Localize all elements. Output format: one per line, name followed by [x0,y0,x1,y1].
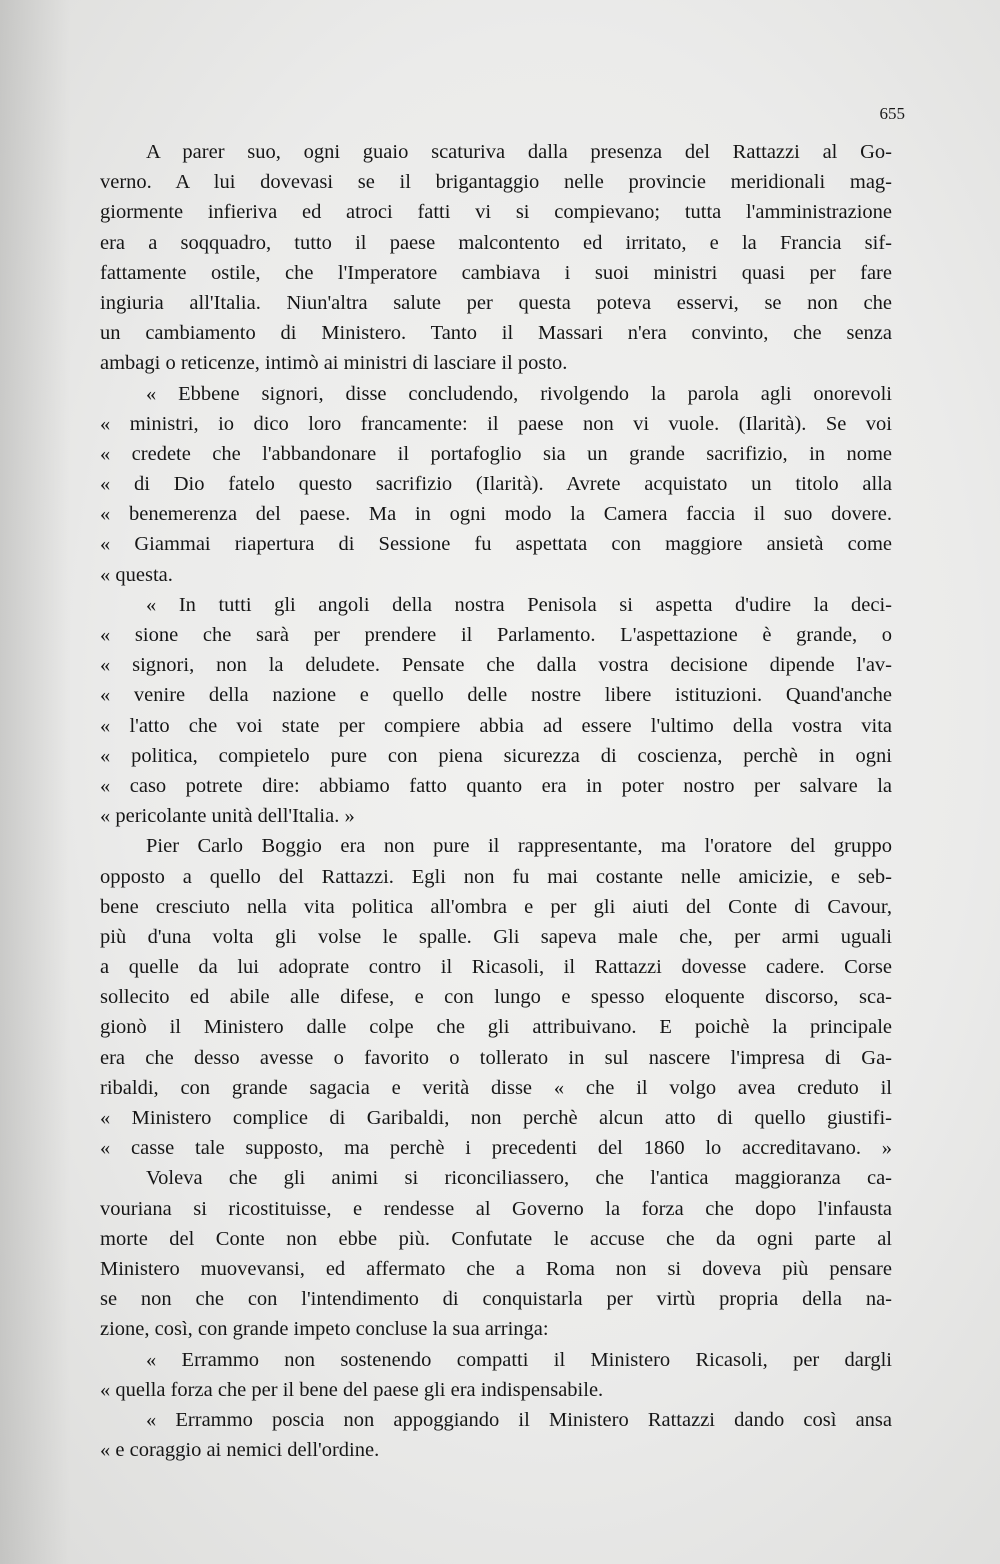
text-line: vouriana si ricostituisse, e rendesse al Governo la forza che dopo l'infausta [100,1197,892,1220]
text-line: zione, così, con grande impeto concluse la sua arringa: [100,1318,549,1341]
text-line: Voleva che gli animi si riconciliassero, che l'antica maggioranza ca- [146,1167,892,1190]
text-line: giormente infieriva ed atroci fatti vi si compievano; tutta l'amministrazione [100,201,892,224]
text-line: « sione che sarà per prendere il Parlamento. L'aspettazione è grande, o [100,624,892,646]
text-line: ingiuria all'Italia. Niun'altra salute per questa poteva esservi, se non che [100,291,892,314]
text-line: « casse tale supposto, ma perchè i precedenti del 1860 lo accreditavano. » [100,1137,892,1160]
text-line: ambagi o reticenze, intimò ai ministri di lasciare il posto. [100,352,568,375]
text-line: verno. A lui dovevasi se il brigantaggio nelle provincie meridionali mag- [100,171,892,194]
text-line: un cambiamento di Ministero. Tanto il Massari n'era convinto, che senza [100,322,892,345]
text-line: « caso potrete dire: abbiamo fatto quanto era in poter nostro per salvare la [100,774,892,797]
text-line: bene cresciuto nella vita politica all'ombra e per gli aiuti del Conte di Cavour, [100,895,892,918]
text-line: « Errammo poscia non appoggiando il Ministero Rattazzi dando così ansa [146,1408,892,1431]
gutter-shadow [0,0,70,1564]
text-line: « signori, non la deludete. Pensate che dalla vostra decisione dipende l'av- [100,654,892,677]
text-line: era che desso avesse o favorito o tollerato in sul nascere l'impresa di Ga- [100,1046,892,1069]
text-line: « pericolante unità dell'Italia. » [100,805,355,828]
text-line: « Ministero complice di Garibaldi, non perchè alcun atto di quello giustifi- [100,1107,892,1129]
text-line: a quelle da lui adoprate contro il Ricasoli, il Rattazzi dovesse cadere. Corse [100,956,892,979]
text-line: « benemerenza del paese. Ma in ogni modo la Camera faccia il suo dovere. [100,503,892,526]
text-line: gionò il Ministero dalle colpe che gli attribuivano. E poichè la principale [100,1016,892,1039]
text-line: opposto a quello del Rattazzi. Egli non fu mai costante nelle amicizie, e seb- [100,865,892,888]
text-line: sollecito ed abile alle difese, e con lungo e spesso eloquente discorso, sca- [100,986,892,1009]
text-line: « l'atto che voi state per compiere abbia ad essere l'ultimo della vostra vita [100,714,892,737]
page-number: 655 [879,104,905,123]
text-line: se non che con l'intendimento di conquistarla per virtù propria della na- [100,1288,892,1311]
text-line: fattamente ostile, che l'Imperatore cambiava i suoi ministri quasi per fare [100,261,892,284]
text-line: « Errammo non sostenendo compatti il Ministero Ricasoli, per dargli [146,1348,892,1371]
text-line: « politica, compietelo pure con piena sicurezza di coscienza, perchè in ogni [100,744,892,767]
text-line: « e coraggio ai nemici dell'ordine. [100,1439,380,1462]
text-line: ribaldi, con grande sagacia e verità disse « che il volgo avea creduto il [100,1076,892,1099]
text-line: « quella forza che per il bene del paese gli era indispensabile. [100,1378,604,1401]
text-line: morte del Conte non ebbe più. Confutate le accuse che da ogni parte al [100,1227,892,1250]
text-line: Ministero muovevansi, ed affermato che a Roma non si doveva più pensare [100,1257,892,1280]
body-text [100,137,892,1465]
text-line: « In tutti gli angoli della nostra Penisola si aspetta d'udire la deci- [146,593,892,616]
text-line: Pier Carlo Boggio era non pure il rappresentante, ma l'oratore del gruppo [146,835,892,858]
text-line: « venire della nazione e quello delle nostre libere istituzioni. Quand'anche [100,684,892,707]
text-line: era a soqquadro, tutto il paese malcontento ed irritato, e la Francia sif- [100,231,892,254]
text-line: più d'una volta gli volse le spalle. Gli sapeva male che, per armi uguali [100,925,892,948]
text-line: A parer suo, ogni guaio scaturiva dalla presenza del Rattazzi al Go- [146,141,892,163]
text-line: « questa. [100,563,173,586]
text-line: « di Dio fatelo questo sacrifizio (Ilarità). Avrete acquistato un titolo alla [100,473,892,496]
text-line: « Giammai riapertura di Sessione fu aspettata con maggiore ansietà come [100,533,892,556]
text-line: « credete che l'abbandonare il portafoglio sia un grande sacrifizio, in nome [100,442,892,465]
text-line: « Ebbene signori, disse concludendo, rivolgendo la parola agli onorevoli [146,382,892,405]
text-line: « ministri, io dico loro francamente: il paese non vi vuole. (Ilarità). Se voi [100,412,892,435]
